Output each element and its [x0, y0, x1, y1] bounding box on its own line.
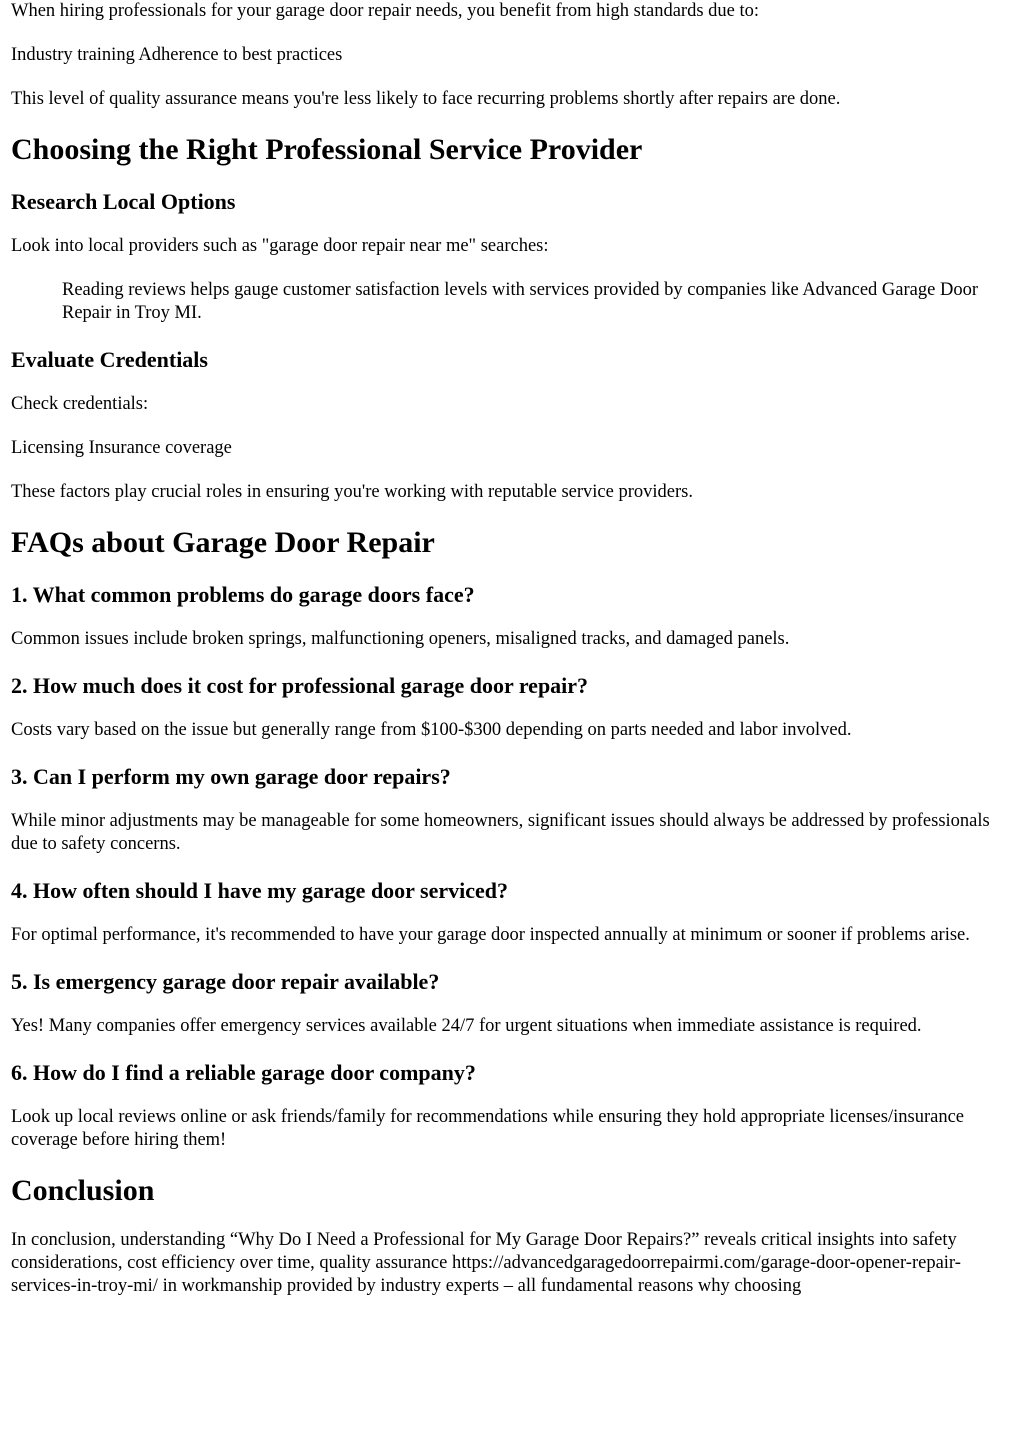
faq-answer: For optimal performance, it's recommended to have your garage door inspected annually at minimum or sooner if problems arise. — [11, 925, 970, 945]
conclusion-url-link[interactable]: https://advancedgaragedoorrepairmi.com/garage-door-opener-repair-services-in-troy-mi/ — [11, 1253, 961, 1296]
faq-question: 5. Is emergency garage door repair available? — [11, 969, 440, 994]
subheading-research: Research Local Options — [11, 189, 236, 214]
intro-paragraph: This level of quality assurance means you're less likely to face recurring problems shortly after repairs are done. — [11, 89, 841, 109]
credentials-list-text: Licensing Insurance coverage — [11, 438, 232, 458]
section-heading-choosing: Choosing the Right Professional Service Provider — [11, 133, 643, 166]
faq-question: 2. How much does it cost for professional garage door repair? — [11, 673, 589, 698]
faq-question: 1. What common problems do garage doors face? — [11, 582, 475, 607]
intro-list-text: Industry training Adherence to best practices — [11, 45, 343, 65]
faq-answer: Yes! Many companies offer emergency services available 24/7 for urgent situations when immediate assistance is required. — [11, 1016, 922, 1036]
conclusion-text-start: In conclusion, understanding “Why Do I Need a Professional for My Garage Door Repairs?” reveals critical insights into safety considerations, cost efficiency over time, quality assurance — [11, 1230, 957, 1273]
faq-answer: Costs vary based on the issue but generally range from $100-$300 depending on parts needed and labor involved. — [11, 720, 852, 740]
faq-answer: Common issues include broken springs, malfunctioning openers, misaligned tracks, and damaged panels. — [11, 629, 790, 649]
faq-question: 6. How do I find a reliable garage door company? — [11, 1060, 476, 1085]
subheading-credentials: Evaluate Credentials — [11, 347, 208, 372]
faq-question: 3. Can I perform my own garage door repairs? — [11, 764, 451, 789]
credentials-paragraph: These factors play crucial roles in ensuring you're working with reputable service providers. — [11, 482, 693, 502]
section-heading-faqs: FAQs about Garage Door Repair — [11, 526, 435, 559]
credentials-paragraph: Check credentials: — [11, 394, 149, 414]
conclusion-text-end: in workmanship provided by industry experts – all fundamental reasons why choosing — [157, 1276, 802, 1296]
conclusion-paragraph — [11, 1229, 1013, 1298]
faq-answer: While minor adjustments may be manageable for some homeowners, significant issues should always be addressed by professionals due to safety concerns. — [11, 811, 990, 854]
faq-answer: Look up local reviews online or ask friends/family for recommendations while ensuring they hold appropriate licenses/insurance coverage before hiring them! — [11, 1107, 964, 1150]
research-paragraph: Look into local providers such as "garage door repair near me" searches: — [11, 236, 549, 256]
faq-question: 4. How often should I have my garage door serviced? — [11, 878, 509, 903]
section-heading-conclusion: Conclusion — [11, 1174, 155, 1207]
intro-paragraph: When hiring professionals for your garage door repair needs, you benefit from high standards due to: — [11, 1, 760, 21]
research-quote: Reading reviews helps gauge customer satisfaction levels with services provided by companies like Advanced Garage Door Repair in Troy MI. — [62, 280, 978, 323]
